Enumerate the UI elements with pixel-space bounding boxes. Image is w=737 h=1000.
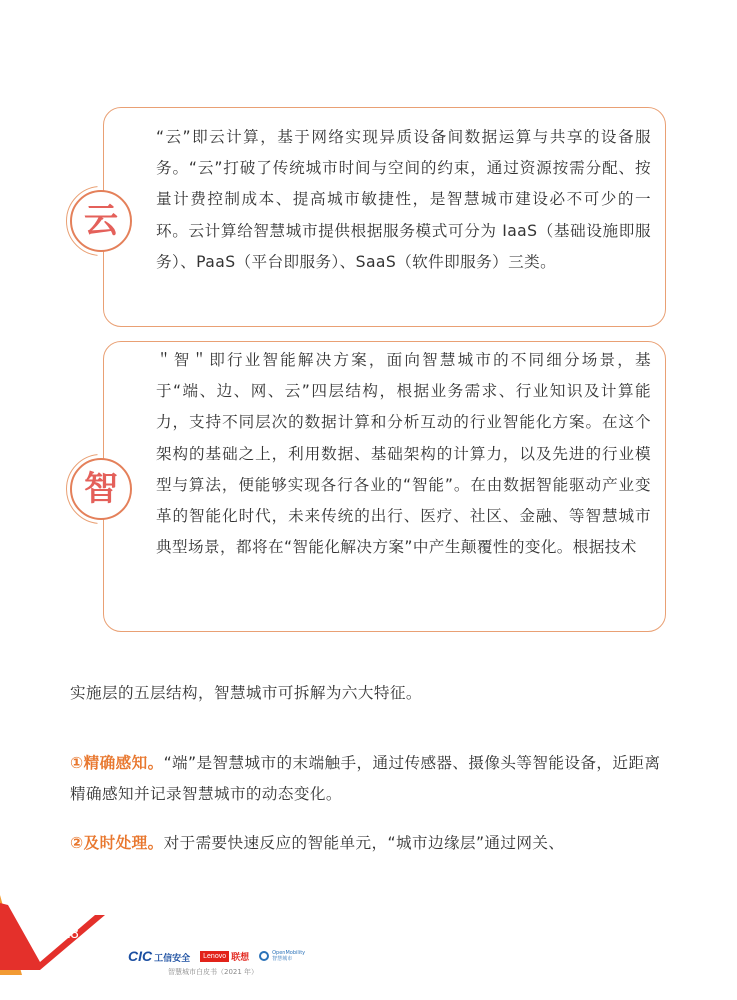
intelligence-card-text: ＂智＂即行业智能解决方案，面向智慧城市的不同细分场景，基于“端、边、网、云”四层结构，根据业务需求、行业知识及计算能力，支持不同层次的数据计算和分析互动的行业智能化方案。在这个架构的基础之上，利用数据、基础架构的计算力，以及先进的行业模型与算法，便能够实现各行各业的“智能”。在由数据智能驱动产业变革的智能化时代，未来传统的出行、医疗、社区、金融、等智慧城市典型场景，都将在“智能化解决方案”中产生颠覆性的变化。根据技术	[156, 351, 651, 557]
openmobility-logo: OpenMobility 智慧城市	[259, 950, 305, 962]
footer-subtitle: 智慧城市白皮书（2021 年）	[168, 968, 259, 976]
cloud-card	[103, 107, 666, 327]
cloud-card-text: “云”即云计算，基于网络实现异质设备间数据运算与共享的设备服务。“云”打破了传统城市时间与空间的约束，通过资源按需分配、按量计费控制成本、提高城市敏捷性，是智慧城市建设必不可少的一环。云计算给智慧城市提供根据服务模式可分为 IaaS（基础设施即服务）、PaaS（平台即服务）、SaaS（软件即服务）三类。	[156, 128, 651, 271]
cloud-badge	[70, 190, 132, 252]
precise-sensing-text: “端”是智慧城市的末端触手，通过传感器、摄像头等智能设备，近距离精确感知并记录智慧城市的动态变化。	[70, 754, 661, 803]
paragraph-intro: 实施层的五层结构，智慧城市可拆解为六大特征。	[70, 684, 422, 702]
cic-logo: CIC 工信安全	[128, 948, 191, 964]
intelligence-badge	[70, 458, 132, 520]
cloud-badge-label: 云	[84, 201, 118, 241]
paragraph-precise-sensing	[70, 748, 670, 810]
intelligence-card	[103, 341, 666, 632]
corner-red-chevron	[0, 903, 105, 970]
page-number: 28	[62, 925, 79, 942]
paragraph-timely-processing	[70, 828, 670, 859]
lenovo-cn-logo: 联想	[231, 952, 250, 963]
corner-decoration	[0, 895, 110, 1000]
footer-logos	[128, 948, 305, 964]
timely-processing-heading: ②及时处理。	[70, 834, 164, 852]
lenovo-logo: Lenovo	[200, 951, 229, 962]
timely-processing-text: 对于需要快速反应的智能单元，“城市边缘层”通过网关、	[163, 834, 565, 852]
openmobility-icon	[259, 951, 269, 961]
intelligence-badge-label: 智	[84, 469, 118, 509]
precise-sensing-heading: ①精确感知。	[70, 754, 164, 772]
